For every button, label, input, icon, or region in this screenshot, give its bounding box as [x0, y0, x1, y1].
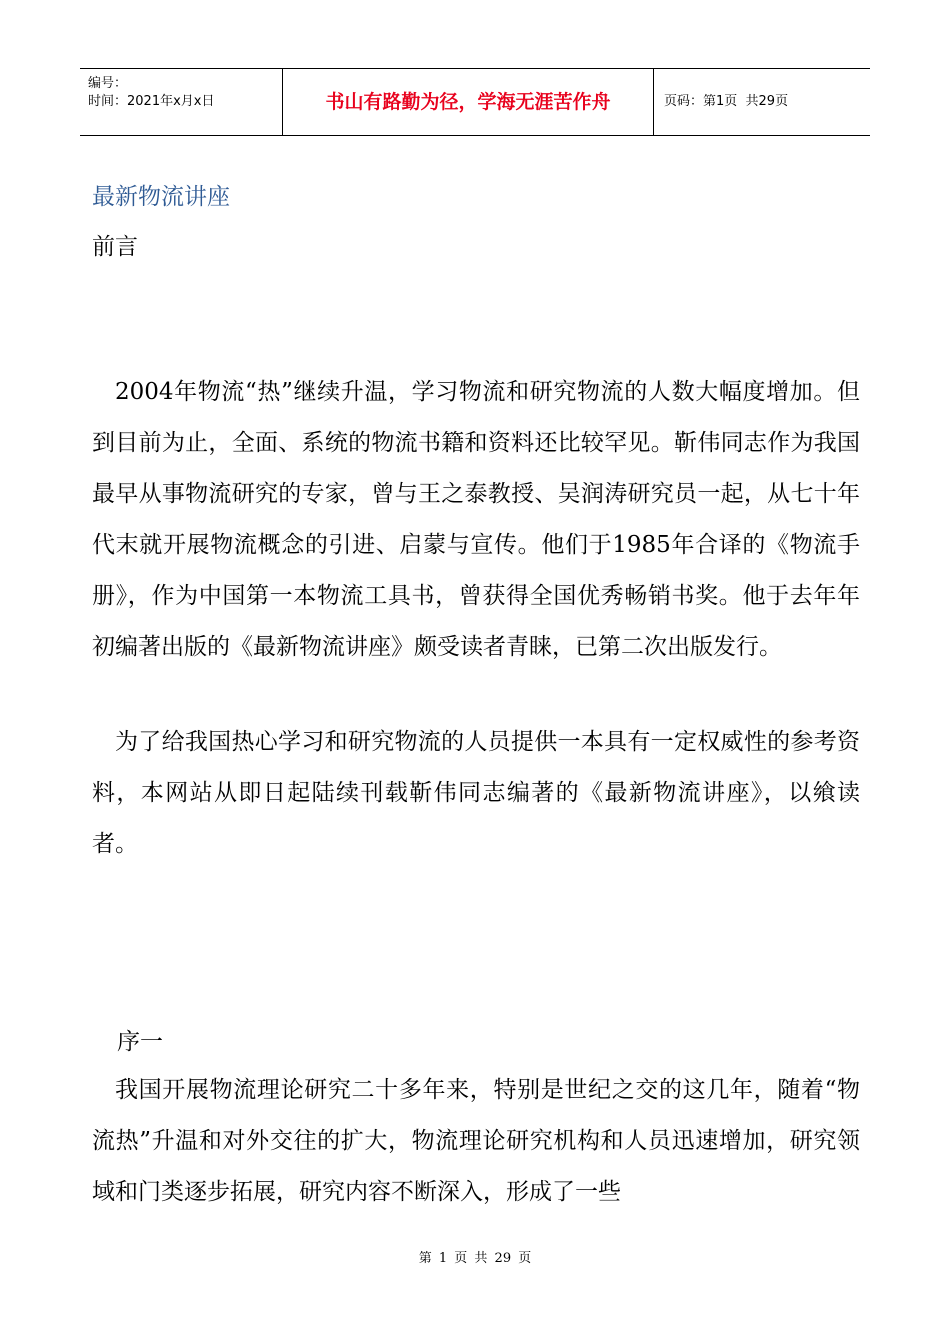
page-header: [80, 68, 870, 136]
header-page-info: [654, 69, 870, 135]
serial-number-label: 编号：: [88, 76, 128, 91]
document-title: 最新物流讲座: [92, 184, 230, 210]
preface-heading: 前言: [92, 234, 138, 260]
preface-paragraph-2: 为了给我国热心学习和研究物流的人员提供一本具有一定权威性的参考资料，本网站从即日起陆续刊载靳伟同志编著的《最新物流讲座》，以飨读者。: [92, 729, 860, 857]
page-footer: 第 1 页 共 29 页: [418, 1251, 532, 1266]
section-heading: 序一: [117, 1029, 163, 1055]
date-label: 时间：2021年x月x日: [88, 94, 215, 109]
header-motto: 书山有路勤为径，学海无涯苦作舟: [282, 69, 654, 135]
header-meta: [80, 69, 282, 135]
preface-paragraph-1: 2004年物流“热”继续升温，学习物流和研究物流的人数大幅度增加。但到目前为止，全面、系统的物流书籍和资料还比较罕见。靳伟同志作为我国最早从事物流研究的专家，曾与王之泰教授、吴润涛研究员一起，从七十年代末就开展物流概念的引进、启蒙与宣传。他们于1985年合译的《物流手册》，作为中国第一本物流工具书，曾获得全国优秀畅销书奖。他于去年年初编著出版的《最新物流讲座》颇受读者青睐，已第二次出版发行。: [92, 379, 860, 660]
section-paragraph: 我国开展物流理论研究二十多年来，特别是世纪之交的这几年，随着“物流热”升温和对外交往的扩大，物流理论研究机构和人员迅速增加，研究领域和门类逐步拓展，研究内容不断深入，形成了一些: [92, 1077, 860, 1205]
page-info-text: 页码：第1页 共29页: [664, 94, 789, 109]
